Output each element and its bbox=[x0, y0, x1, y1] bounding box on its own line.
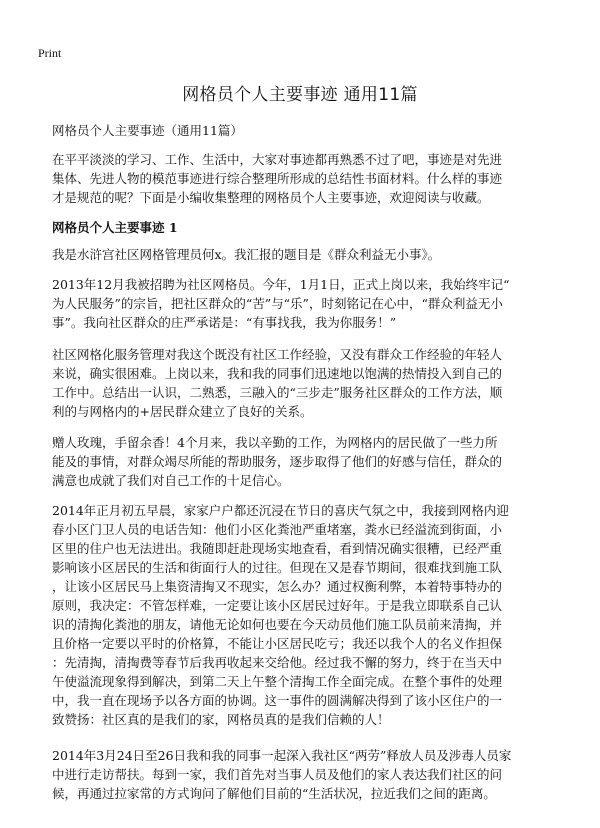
print-link[interactable]: Print bbox=[38, 46, 62, 60]
text-line: 事”。我向社区群众的庄严承诺是：“有事找我，我为你服务！” bbox=[52, 315, 397, 330]
text-line: 影响该小区居民的生活和街面行人的过往。但现在又是春节期间，很难找到施工队 bbox=[52, 560, 503, 575]
text-line: 致赞扬：社区真的是我们的家，网格员真的是我们信赖的人！ bbox=[52, 712, 390, 727]
text-line: 赠人玫瑰，手留余香！4个月来，我以辛勤的工作，为网格内的居民做了一些力所 bbox=[52, 435, 498, 450]
text-line: 能及的事情，对群众竭尽所能的帮助服务，逐步取得了他们的好感与信任，群众的 bbox=[52, 454, 503, 469]
text-line: ，让该小区居民马上集资清掏又不现实，怎么办？通过权衡利弊，本着特事特办的 bbox=[52, 579, 503, 594]
document-title: 网格员个人主要事迹 通用11篇 bbox=[182, 85, 418, 105]
paragraph-2 bbox=[52, 275, 564, 332]
text-line: 来说，确实很困难。上岗以来，我和我的同事们迅速地以饱满的热情投入到自己的 bbox=[52, 366, 503, 381]
text-line: 利的与网格内的+居民群众建立了良好的关系。 bbox=[52, 404, 313, 419]
text-line: 区里的住户也无法进出。我随即赶赴现场实地查看，看到情况确实很糟，已经严重 bbox=[52, 541, 503, 556]
text-line: ：先清掏，清掏费等春节后我再收起来交给他。经过我不懈的努力，终于在当天中 bbox=[52, 655, 503, 670]
text-line: 且价格一定要以平时的价格算，不能让小区居民吃亏；我还以我个人的名义作担保 bbox=[52, 636, 503, 651]
text-line: 2014年正月初五早晨，家家户户都还沉浸在节日的喜庆气氛之中，我接到网格内迎 bbox=[52, 503, 509, 518]
text-line: 原则，我决定：不管怎样难，一定要让该小区居民过好年。于是我立即联系自己认 bbox=[52, 598, 503, 613]
paragraph-4 bbox=[52, 433, 564, 490]
text-line: 午使溢流现象得到解决，到第二天上午整个清掏工作全面完成。在整个事件的处理 bbox=[52, 674, 503, 689]
paragraph-6 bbox=[52, 746, 564, 803]
paragraph-3 bbox=[52, 345, 564, 421]
text-line: 社区网格化服务管理对我这个既没有社区工作经验，又没有群众工作经验的年轻人 bbox=[52, 347, 503, 362]
text-line: 满意也成就了我们对自己工作的十足信心。 bbox=[52, 473, 290, 488]
paragraph-5 bbox=[52, 501, 564, 729]
text-line: 在平平淡淡的学习、工作、生活中，大家对事迹都再熟悉不过了吧，事迹是对先进 bbox=[52, 152, 503, 167]
text-line: 为人民服务”的宗旨，把社区群众的“苦”与“乐”，时刻铭记在心中，“群众利益无小 bbox=[52, 296, 503, 311]
section-title: 网格员个人主要事迹 1 bbox=[52, 220, 178, 235]
text-line: 中进行走访帮扶。每到一家，我们首先对当事人员及他们的家人表达我们社区的问 bbox=[52, 767, 503, 782]
text-line: 工作中。总结出一认识，二熟悉，三融入的“三步走”服务社区群众的工作方法，顺 bbox=[52, 385, 503, 400]
text-line: 2013年12月我被招聘为社区网格员。今年，1月1日，正式上岗以来，我始终牢记“ bbox=[52, 277, 510, 292]
text-line: 2014年3月24日至26日我和我的同事一起深入我社区“两劳”释放人员及涉毒人员家 bbox=[52, 748, 512, 763]
text-line: 候，再通过拉家常的方式询问了解他们目前的“生活状况，拉近我们之间的距离。 bbox=[52, 786, 496, 801]
intro-paragraph bbox=[52, 150, 564, 207]
text-line: 我是水浒宫社区网格管理员何x。我汇报的题目是《群众利益无小事》。 bbox=[52, 247, 441, 262]
document-subtitle: 网格员个人主要事迹（通用11篇） bbox=[52, 123, 243, 138]
paragraph-1 bbox=[52, 245, 564, 264]
text-line: 中，我一直在现场予以各方面的协调。这一事件的圆满解决得到了该小区住户的一 bbox=[52, 693, 503, 708]
text-line: 集体、先进人物的模范事迹进行综合整理所形成的总结性书面材料。什么样的事迹 bbox=[52, 171, 503, 186]
text-line: 才是规范的呢？下面是小编收集整理的网格员个人主要事迹，欢迎阅读与收藏。 bbox=[52, 190, 490, 205]
text-line: 春小区门卫人员的电话告知：他们小区化粪池严重堵塞，粪水已经溢流到街面，小 bbox=[52, 522, 503, 537]
text-line: 识的清掏化粪池的朋友，请他无论如何也要在今天动员他们施工队员前来清掏，并 bbox=[52, 617, 503, 632]
